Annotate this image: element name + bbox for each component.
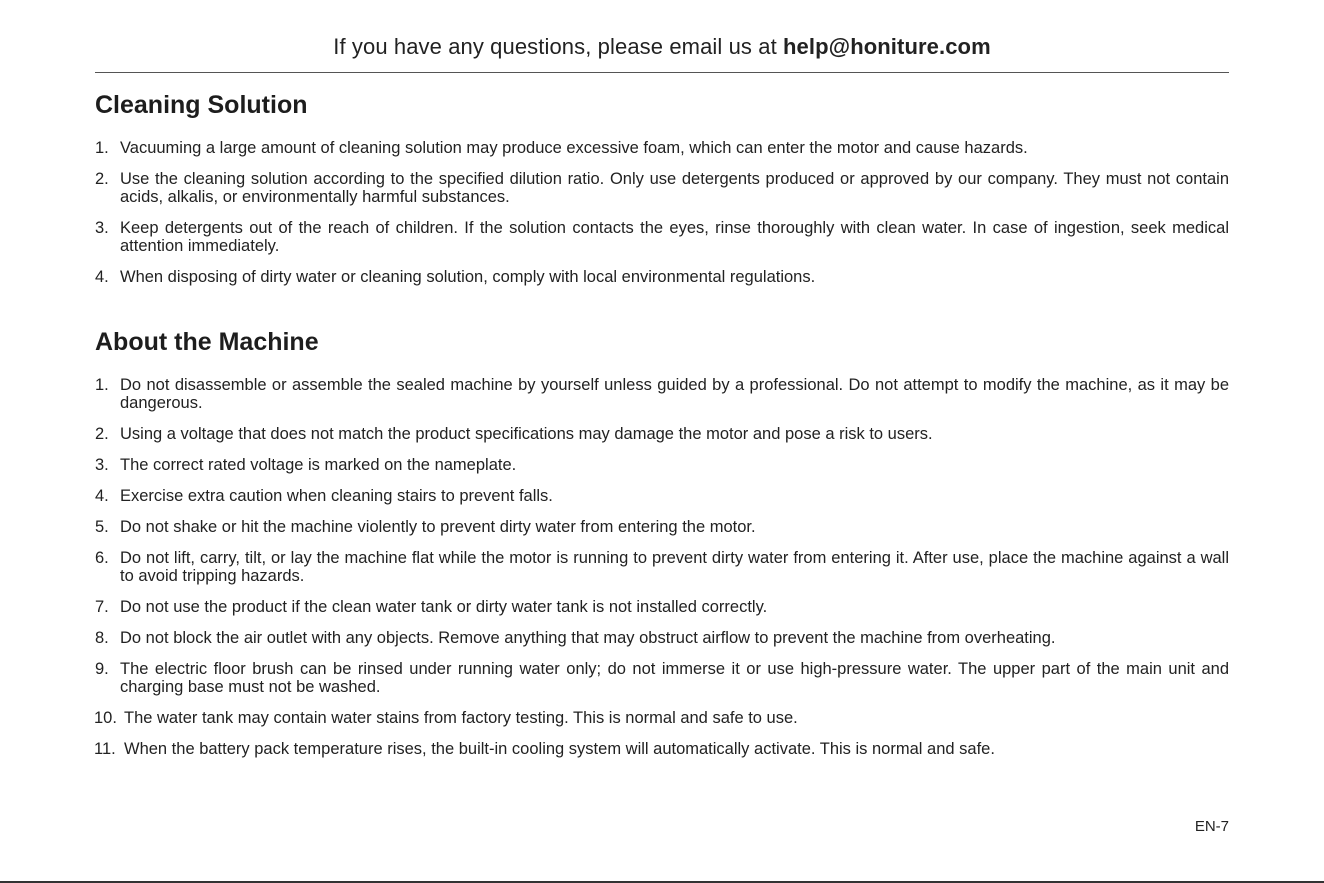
list-item bbox=[95, 660, 1229, 696]
item-number: 4. bbox=[95, 268, 109, 286]
contact-header bbox=[95, 34, 1229, 60]
item-text: Do not disassemble or assemble the sealed machine by yourself unless guided by a professional. Do not attempt to modify the machine, as it may be dangerous. bbox=[120, 376, 1229, 412]
header-divider bbox=[95, 72, 1229, 73]
about-machine-list bbox=[95, 376, 1229, 771]
item-number: 4. bbox=[95, 487, 109, 505]
section-title-cleaning-solution: Cleaning Solution bbox=[95, 91, 308, 119]
item-text: Use the cleaning solution according to the specified dilution ratio. Only use detergents produced or approved by our company. They must not contain acids, alkalis, or environmentally harmful substances. bbox=[120, 170, 1229, 206]
page-number: EN-7 bbox=[1194, 818, 1229, 835]
item-text: Keep detergents out of the reach of children. If the solution contacts the eyes, rinse thoroughly with clean water. In case of ingestion, seek medical attention immediately. bbox=[120, 219, 1229, 255]
item-text: When disposing of dirty water or cleaning solution, comply with local environmental regulations. bbox=[120, 268, 816, 286]
contact-email: help@honiture.com bbox=[783, 34, 991, 59]
item-number: 9. bbox=[95, 660, 109, 678]
section-title-about-machine: About the Machine bbox=[95, 328, 319, 356]
list-item bbox=[95, 598, 1229, 616]
item-number: 8. bbox=[95, 629, 109, 647]
item-text: Do not lift, carry, tilt, or lay the machine flat while the motor is running to prevent dirty water from entering it. After use, place the machine against a wall to avoid tripping hazards. bbox=[120, 549, 1229, 585]
list-item bbox=[95, 487, 1229, 505]
item-number: 2. bbox=[95, 425, 109, 443]
item-number: 11. bbox=[94, 740, 116, 758]
list-item bbox=[95, 170, 1229, 206]
contact-prefix: If you have any questions, please email us at bbox=[333, 34, 784, 59]
list-item bbox=[95, 139, 1229, 157]
list-item bbox=[95, 425, 1229, 443]
cleaning-solution-list bbox=[95, 139, 1229, 299]
list-item bbox=[95, 376, 1229, 412]
list-item bbox=[95, 549, 1229, 585]
list-item bbox=[95, 709, 1229, 727]
item-number: 7. bbox=[95, 598, 109, 616]
item-text: Vacuuming a large amount of cleaning solution may produce excessive foam, which can enter the motor and cause hazards. bbox=[120, 139, 1028, 157]
item-text: Using a voltage that does not match the product specifications may damage the motor and pose a risk to users. bbox=[120, 425, 933, 443]
item-text: The water tank may contain water stains from factory testing. This is normal and safe to use. bbox=[124, 709, 798, 727]
item-text: Exercise extra caution when cleaning stairs to prevent falls. bbox=[120, 487, 553, 505]
item-text: Do not block the air outlet with any objects. Remove anything that may obstruct airflow to prevent the machine from overheating. bbox=[120, 629, 1056, 647]
item-number: 1. bbox=[95, 139, 109, 157]
list-item bbox=[95, 219, 1229, 255]
item-text: The electric floor brush can be rinsed under running water only; do not immerse it or use high-pressure water. The upper part of the main unit and charging base must not be washed. bbox=[120, 660, 1229, 696]
item-number: 10. bbox=[94, 709, 117, 727]
list-item bbox=[95, 740, 1229, 758]
list-item bbox=[95, 456, 1229, 474]
item-text: When the battery pack temperature rises, the built-in cooling system will automatically activate. This is normal and safe. bbox=[124, 740, 995, 758]
item-text: Do not shake or hit the machine violently to prevent dirty water from entering the motor. bbox=[120, 518, 756, 536]
item-number: 2. bbox=[95, 170, 109, 188]
item-number: 1. bbox=[95, 376, 109, 394]
item-number: 3. bbox=[95, 456, 109, 474]
item-text: Do not use the product if the clean water tank or dirty water tank is not installed correctly. bbox=[120, 598, 768, 616]
item-number: 6. bbox=[95, 549, 109, 567]
list-item bbox=[95, 268, 1229, 286]
item-text: The correct rated voltage is marked on the nameplate. bbox=[120, 456, 517, 474]
item-number: 5. bbox=[95, 518, 109, 536]
manual-page bbox=[95, 0, 1229, 883]
list-item bbox=[95, 518, 1229, 536]
item-number: 3. bbox=[95, 219, 109, 237]
list-item bbox=[95, 629, 1229, 647]
